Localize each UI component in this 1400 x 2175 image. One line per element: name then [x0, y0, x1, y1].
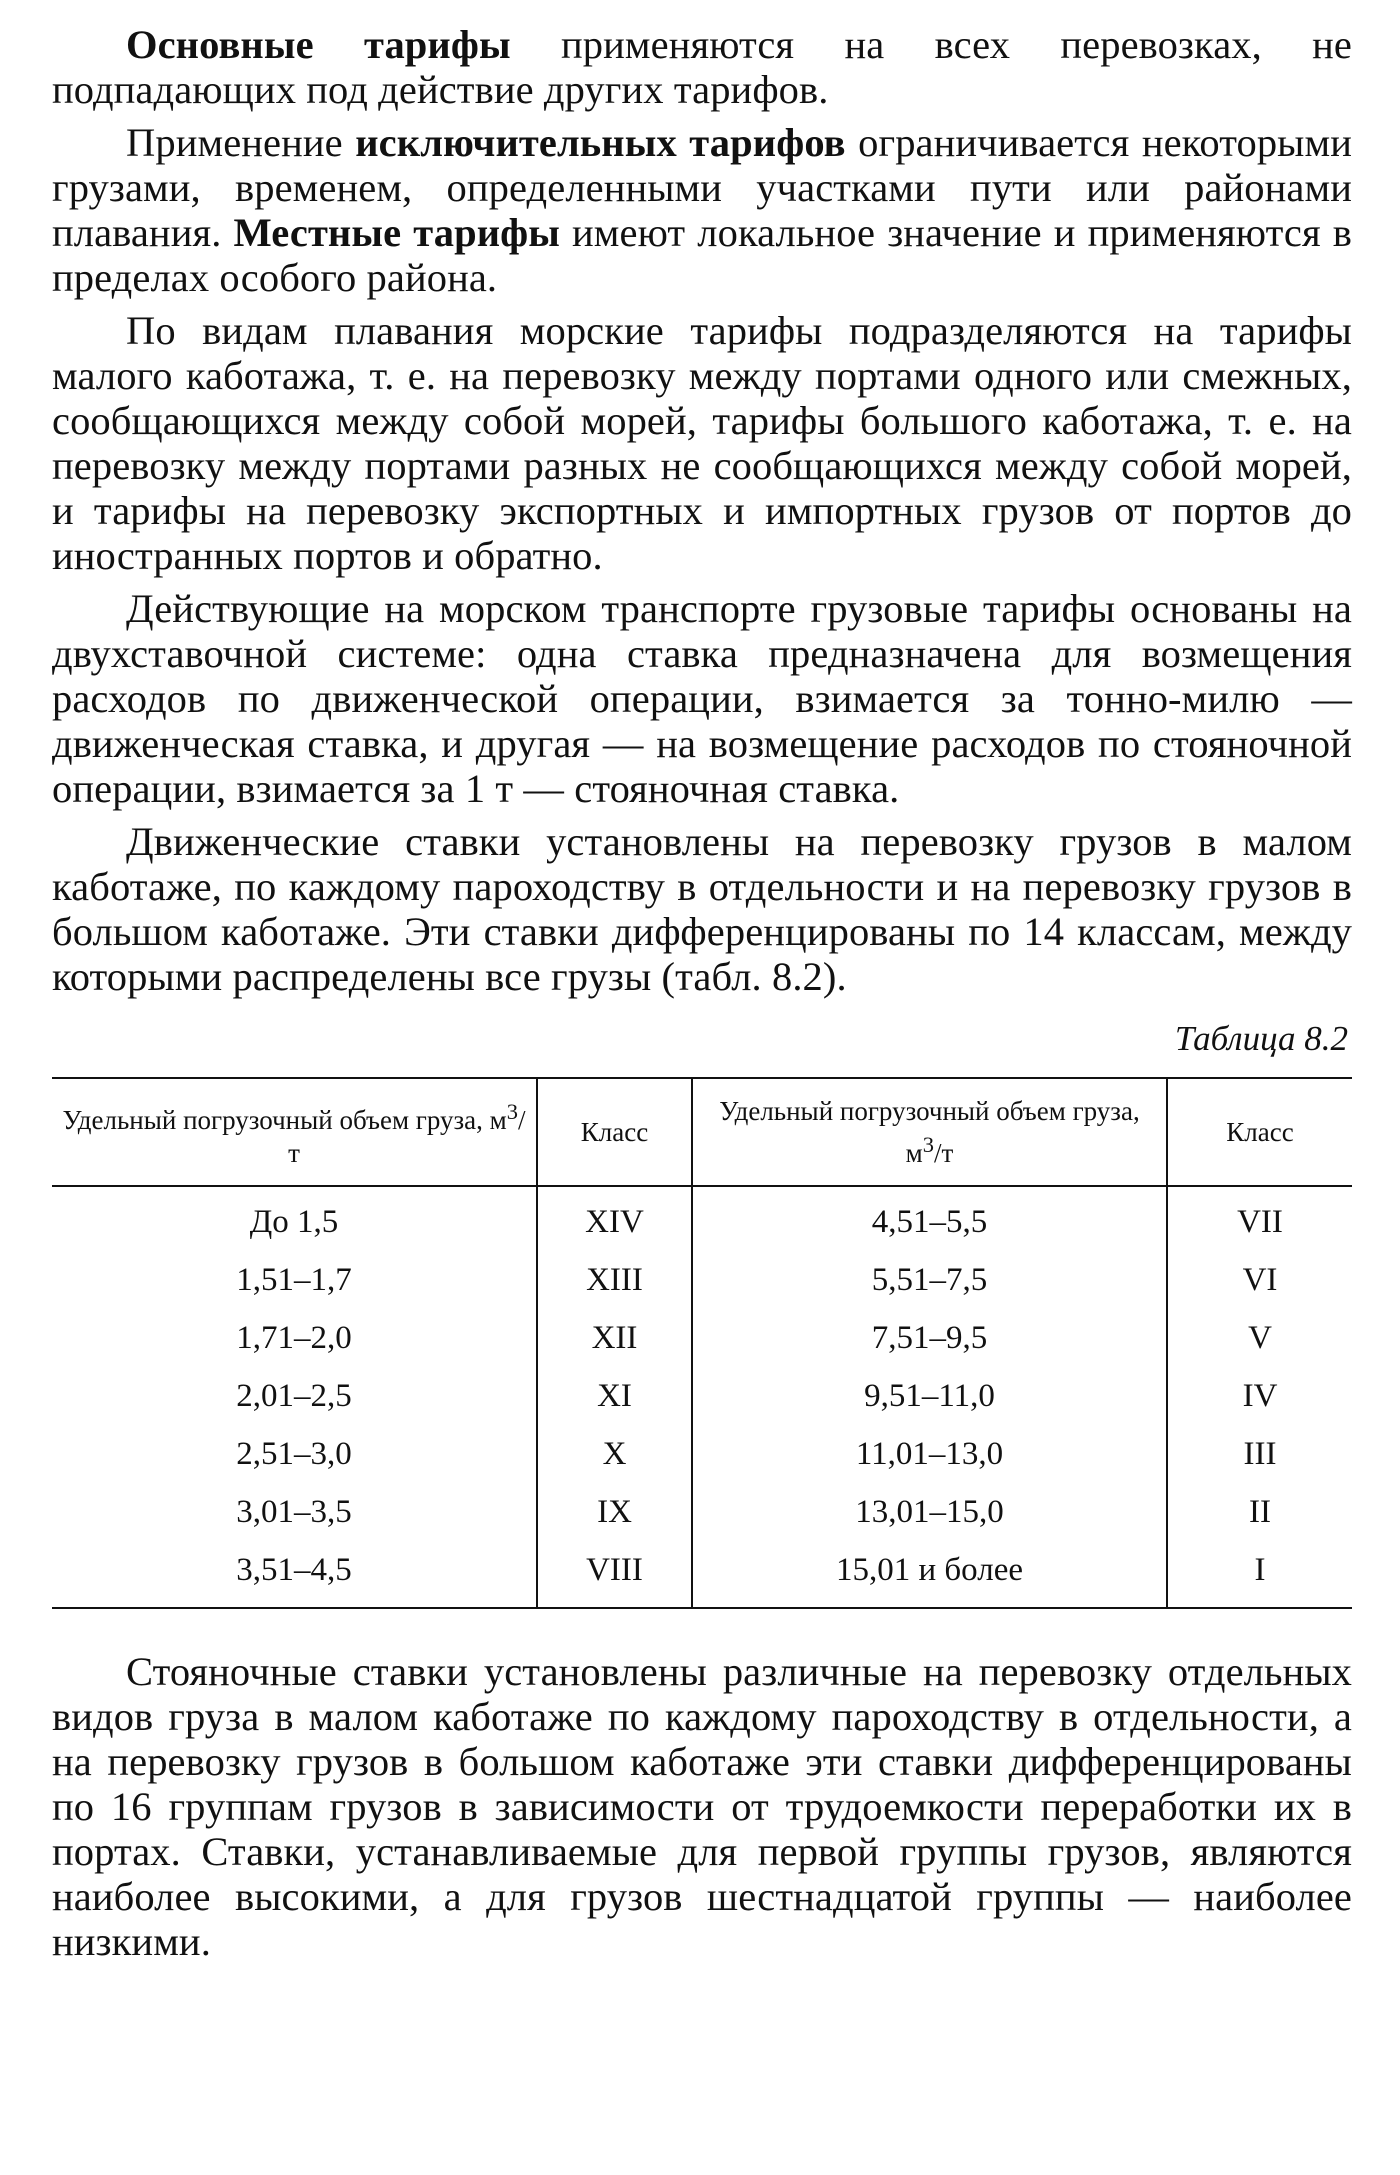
table-cell: 3,01–3,5 [236, 1493, 352, 1530]
paragraph-sailing-types: По видам плавания морские тарифы подразделяются на тарифы малого каботажа, т. е. на перевозку между портами одного или смежных, сообщающихся между собой морей, тарифы большого каботажа, т. е. на перевозку между портами разных не сообщающихся между собой морей, и тарифы на перевозку экспортных и импортных грузов от портов до иностранных портов и обратно. [52, 308, 1352, 578]
table-cell: 7,51–9,5 [692, 1309, 1167, 1367]
cargo-class-table [52, 1077, 1352, 1609]
paragraph-text: ограничивается некоторыми грузами, временем, определенными участками пути или районами плавания. [52, 120, 1352, 255]
paragraph-basic-tariffs [52, 22, 1352, 112]
table-cell: 4,51–5,5 [692, 1186, 1167, 1251]
paragraph-movement-rates: Движенческие ставки установлены на перевозку грузов в малом каботаже, по каждому пароходству в отдельности и на перевозку грузов в большом каботаже. Эти ставки дифференцированы по 14 классам, между которыми распределены все грузы (табл. 8.2). [52, 819, 1352, 999]
term-exceptional-tariffs: исключительных тарифов [355, 120, 846, 165]
table-cell: 5,51–7,5 [692, 1251, 1167, 1309]
table-row [52, 1186, 1352, 1251]
table-cell: XIV [537, 1186, 692, 1251]
table-cell: 11,01–13,0 [692, 1425, 1167, 1483]
header-volume-right: Удельный погрузочный объем груза, $м^3/т$ [692, 1078, 1167, 1186]
table-row [52, 1251, 1352, 1309]
table-row [52, 1483, 1352, 1541]
term-basic-tariffs: Основные тарифы [126, 22, 511, 67]
document-page [52, 22, 1352, 1964]
paragraph-exceptional-tariffs [52, 120, 1352, 300]
table-cell: 9,51–11,0 [692, 1367, 1167, 1425]
table-cell: VII [1167, 1186, 1352, 1251]
header-class-right: Класс [1167, 1078, 1352, 1186]
paragraph-two-rate-system: Действующие на морском транспорте грузовые тарифы основаны на двухставочной системе: одна ставка предназначена для возмещения расходов по движенческой операции, взимается за тонно-милю — движенческая ставка, и другая — на возмещение расходов по стояночной операции, взимается за 1 т — стояночная ставка. [52, 586, 1352, 811]
table-cell: До 1,5 [249, 1203, 339, 1240]
table-row [52, 1541, 1352, 1608]
table-cell: X [537, 1425, 692, 1483]
table-row [52, 1309, 1352, 1367]
table-cell: 13,01–15,0 [692, 1483, 1167, 1541]
table-cell: V [1167, 1309, 1352, 1367]
paragraph-text: Применение [126, 120, 356, 165]
table-cell: 2,01–2,5 [236, 1377, 352, 1414]
table-cell: VIII [537, 1541, 692, 1608]
table-cell: 1,71–2,0 [236, 1319, 352, 1356]
header-volume-left: Удельный погрузочный объем груза, $м^3/т$ [52, 1078, 537, 1186]
table-row [52, 1425, 1352, 1483]
table-cell: XIII [537, 1251, 692, 1309]
header-class-left: Класс [537, 1078, 692, 1186]
table-row [52, 1367, 1352, 1425]
table-cell: I [1167, 1541, 1352, 1608]
table-caption: Таблица 8.2 [1174, 1019, 1348, 1058]
table-cell: XII [537, 1309, 692, 1367]
table-header-row [52, 1078, 1352, 1186]
table-cell: III [1167, 1425, 1352, 1483]
term-local-tariffs: Местные тарифы [233, 210, 560, 255]
table-cell: 1,51–1,7 [236, 1261, 352, 1298]
table-cell: XI [537, 1367, 692, 1425]
table-cell: 15,01 и более [692, 1541, 1167, 1608]
table-cell: IV [1167, 1367, 1352, 1425]
table-cell: 3,51–4,5 [236, 1551, 352, 1588]
paragraph-text: применяются на всех перевозках, не подпадающих под действие других тарифов. [52, 22, 1353, 112]
paragraph-text: имеют локальное значение и применяются в пределах особого района. [52, 210, 1352, 300]
table-cell: IX [537, 1483, 692, 1541]
paragraph-parking-rates: Стояночные ставки установлены различные на перевозку отдельных видов груза в малом каботаже по каждому пароходству в отдельности, а на перевозку грузов в большом каботаже эти ставки дифференцированы по 16 группам грузов в зависимости от трудоемкости переработки их в портах. Ставки, устанавливаемые для первой группы грузов, являются наиболее высокими, а для грузов шестнадцатой группы — наиболее низкими. [52, 1649, 1352, 1964]
table-cell: VI [1167, 1251, 1352, 1309]
table-cell: 2,51–3,0 [236, 1435, 352, 1472]
table-cell: II [1167, 1483, 1352, 1541]
